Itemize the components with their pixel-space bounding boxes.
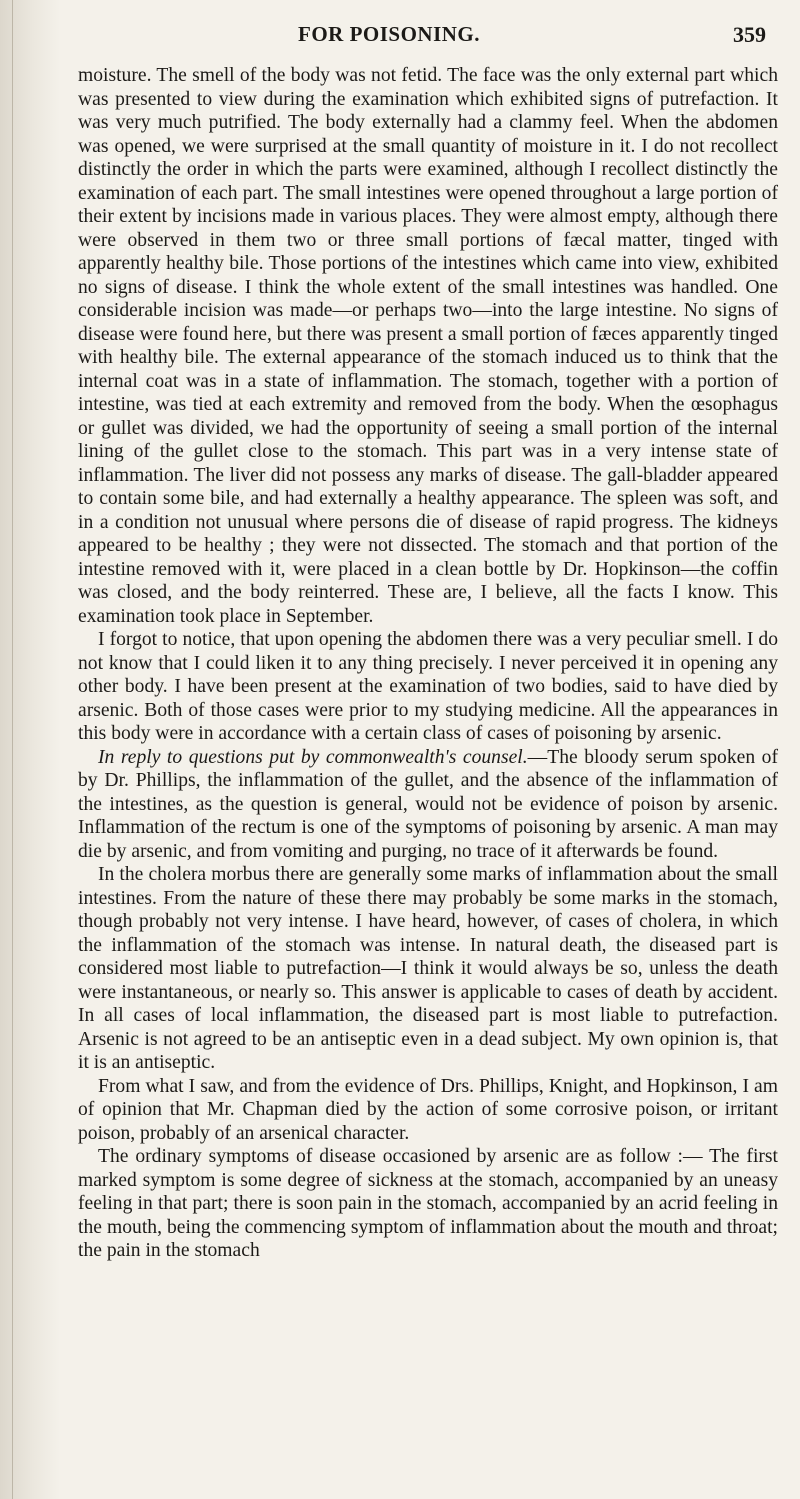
paragraph-3 xyxy=(78,746,778,864)
binding-gutter-line xyxy=(12,0,13,1499)
paragraph-2: I forgot to notice, that upon opening the abdomen there was a very peculiar smell. I do not know that I could liken it to any thing precisely. I never perceived it in opening any other body. I have been present at the examination of two bodies, said to have died by arsenic. Both of those cases were prior to my studying medicine. All the appearances in this body were in accordance with a certain class of cases of poisoning by arsenic. xyxy=(78,629,778,744)
page-number: 359 xyxy=(733,22,766,47)
paragraph-1: moisture. The smell of the body was not fetid. The face was the only external part which was presented to view during the examination which exhibited signs of putrefaction. It was very much putrified. The body externally had a clammy feel. When the abdomen was opened, we were surprised at the small quantity of moisture in it. I do not recollect distinctly the order in which the parts were examined, although I recollect distinctly the examination of each part. The small intestines were opened throughout a large portion of their extent by incisions made in various places. They were almost empty, although there were observed in them two or three small portions of fæcal matter, tinged with apparently healthy bile. Those portions of the intestines which came into view, exhibited no signs of disease. I think the whole extent of the small intestines was handled. One considerable incision was made—or perhaps two—into the large intestine. No signs of disease were found here, but there was present a small portion of fæces apparently tinged with healthy bile. The external appearance of the stomach induced us to think that the internal coat was in a state of inflammation. The stomach, together with a portion of intestine, was tied at each extremity and removed from the body. When the œsophagus or gullet was divided, we had the opportunity of seeing a small portion of the internal lining of the gullet close to the stomach. This part was in a very intense state of inflammation. The liver did not possess any marks of disease. The gall-bladder appeared to contain some bile, and had externally a healthy appearance. The spleen was soft, and in a condition not unusual where persons die of disease of rapid progress. The kidneys appeared to be healthy ; they were not dissected. The stomach and that portion of the intestine removed with it, were placed in a clean bottle by Dr. Hopkinson—the coffin was closed, and the body reinterred. These are, I believe, all the facts I know. This examination took place in September. xyxy=(78,65,778,627)
binding-gutter-shade xyxy=(0,0,60,1499)
body-text xyxy=(78,64,778,1263)
book-page xyxy=(78,0,778,1263)
running-head xyxy=(78,14,778,54)
paragraph-3-text: —The bloody serum spoken of by Dr. Phillips, the inflammation of the gullet, and the absence of the inflammation of the intestines, as the question is general, would not be evidence of poison by arsenic. Inflammation of the rectum is one of the symptoms of poisoning by arsenic. A man may die by arsenic, and from vomiting and purging, no trace of it afterwards be found. xyxy=(78,746,779,862)
paragraph-4: In the cholera morbus there are generally some marks of inflammation about the small intestines. From the nature of these there may probably be some marks in the stomach, though probably not very intense. I have heard, however, of cases of cholera, in which the inflammation of the stomach was intense. In natural death, the diseased part is considered most liable to putrefaction—I think it would always be so, unless the death were instantaneous, or nearly so. This answer is applicable to cases of death by accident. In all cases of local inflammation, the diseased part is most liable to putrefaction. Arsenic is not agreed to be an antiseptic even in a dead subject. My own opinion is, that it is an antiseptic. xyxy=(78,864,778,1073)
paragraph-6: The ordinary symptoms of disease occasioned by arsenic are as follow :— The first marked symptom is some degree of sickness at the stomach, accompanied by an uneasy feeling in that part; there is soon pain in the stomach, accompanied by an acrid feeling in the mouth, being the commencing symptom of inflammation about the mouth and throat; the pain in the stomach xyxy=(78,1146,778,1261)
paragraph-3-lead: In reply to questions put by commonwealth's counsel. xyxy=(98,746,528,768)
running-head-title: FOR POISONING. xyxy=(298,22,481,46)
paragraph-5: From what I saw, and from the evidence of Drs. Phillips, Knight, and Hopkinson, I am of opinion that Mr. Chapman died by the action of some corrosive poison, or irritant poison, probably of an arsenical character. xyxy=(78,1075,778,1144)
